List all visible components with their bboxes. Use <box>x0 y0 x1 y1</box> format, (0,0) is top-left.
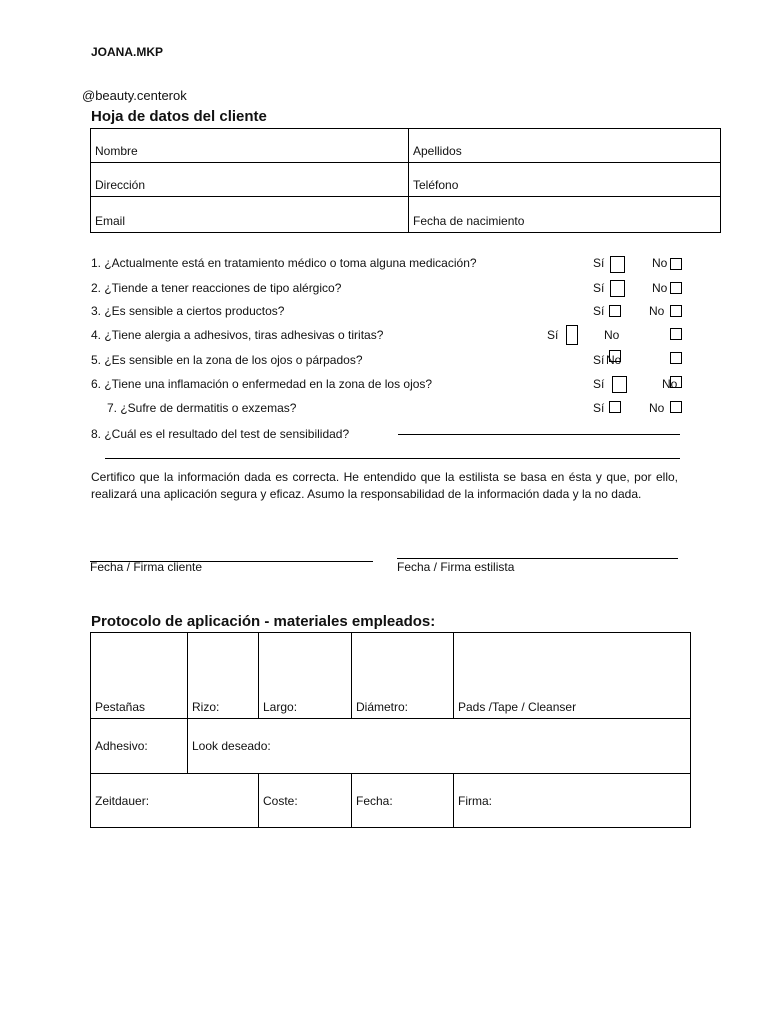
q4-no-checkbox[interactable] <box>670 328 682 340</box>
table-row <box>91 719 691 774</box>
q4-yes-checkbox[interactable] <box>566 325 578 345</box>
client-signature-label: Fecha / Firma cliente <box>90 560 203 574</box>
question-8: 8. ¿Cuál es el resultado del test de sensibilidad? <box>91 427 350 441</box>
form-title: Hoja de datos del cliente <box>91 108 267 125</box>
sensitivity-answer-line-2[interactable] <box>105 458 680 459</box>
certification-text: Certifico que la información dada es correcta. He entendido que la estilista se basa en ésta y que, por ello, realizará una aplicación segura y eficaz. Asumo la responsabilidad de la información dada y la no dada. <box>91 470 678 501</box>
protocol-pestanas[interactable]: Pestañas <box>91 633 188 719</box>
table-row <box>91 197 721 233</box>
q5-no-checkbox[interactable] <box>670 352 682 364</box>
q4-no-label: No <box>604 328 620 342</box>
q5-no-label: No <box>606 353 622 367</box>
q5-yes-checkbox[interactable] <box>609 350 621 362</box>
q1-yes-label: Sí <box>593 256 605 270</box>
protocol-coste[interactable]: Coste: <box>259 774 352 828</box>
question-7: 7. ¿Sufre de dermatitis o exzemas? <box>107 401 297 415</box>
q3-yes-label: Sí <box>593 304 605 318</box>
table-row <box>91 774 691 828</box>
q7-no-checkbox[interactable] <box>670 401 682 413</box>
protocol-pads-tape-cleanser[interactable]: Pads /Tape / Cleanser <box>454 633 691 719</box>
q6-no-checkbox[interactable] <box>670 376 682 388</box>
protocol-look-deseado[interactable]: Look deseado: <box>188 719 691 774</box>
q6-yes-label: Sí <box>593 377 605 391</box>
q2-no-checkbox[interactable] <box>670 282 682 294</box>
q1-no-label: No <box>652 256 668 270</box>
q3-no-label: No <box>649 304 665 318</box>
question-2: 2. ¿Tiende a tener reacciones de tipo alérgico? <box>91 281 342 295</box>
protocol-largo[interactable]: Largo: <box>259 633 352 719</box>
protocol-title: Protocolo de aplicación - materiales empleados: <box>91 613 436 630</box>
question-3: 3. ¿Es sensible a ciertos productos? <box>91 304 285 318</box>
q5-yes-label: Sí <box>593 353 605 367</box>
field-email[interactable]: Email <box>91 197 409 233</box>
protocol-zeitdauer[interactable]: Zeitdauer: <box>91 774 259 828</box>
field-direccion[interactable]: Dirección <box>91 163 409 197</box>
social-handle: @beauty.centerok <box>82 88 187 103</box>
stylist-signature-line[interactable] <box>397 558 678 559</box>
field-fecha-nacimiento[interactable]: Fecha de nacimiento <box>409 197 721 233</box>
question-5: 5. ¿Es sensible en la zona de los ojos o párpados? <box>91 353 363 367</box>
table-row <box>91 633 691 719</box>
field-apellidos[interactable]: Apellidos <box>409 129 721 163</box>
question-6: 6. ¿Tiene una inflamación o enfermedad en la zona de los ojos? <box>91 377 433 391</box>
q6-no-label: No <box>662 377 678 391</box>
protocol-firma[interactable]: Firma: <box>454 774 691 828</box>
question-1: 1. ¿Actualmente está en tratamiento médico o toma alguna medicación? <box>91 256 477 270</box>
field-nombre[interactable]: Nombre <box>91 129 409 163</box>
q2-yes-checkbox[interactable] <box>610 280 625 297</box>
q1-yes-checkbox[interactable] <box>610 256 625 273</box>
q2-no-label: No <box>652 281 668 295</box>
q3-yes-checkbox[interactable] <box>609 305 621 317</box>
protocol-table <box>90 632 691 828</box>
brand-name: JOANA.MKP <box>91 45 164 59</box>
q3-no-checkbox[interactable] <box>670 305 682 317</box>
table-row <box>91 163 721 197</box>
q7-yes-checkbox[interactable] <box>609 401 621 413</box>
q2-yes-label: Sí <box>593 281 605 295</box>
question-4: 4. ¿Tiene alergia a adhesivos, tiras adhesivas o tiritas? <box>91 328 384 342</box>
q4-yes-label: Sí <box>547 328 559 342</box>
field-telefono[interactable]: Teléfono <box>409 163 721 197</box>
table-row <box>91 129 721 163</box>
protocol-diametro[interactable]: Diámetro: <box>352 633 454 719</box>
stylist-signature-label: Fecha / Firma estilista <box>397 560 515 574</box>
sensitivity-answer-line[interactable] <box>398 434 680 435</box>
protocol-fecha[interactable]: Fecha: <box>352 774 454 828</box>
q6-yes-checkbox[interactable] <box>612 376 627 393</box>
protocol-rizo[interactable]: Rizo: <box>188 633 259 719</box>
q1-no-checkbox[interactable] <box>670 258 682 270</box>
client-data-table <box>90 128 721 233</box>
q7-yes-label: Sí <box>593 401 605 415</box>
protocol-adhesivo[interactable]: Adhesivo: <box>91 719 188 774</box>
q7-no-label: No <box>649 401 665 415</box>
